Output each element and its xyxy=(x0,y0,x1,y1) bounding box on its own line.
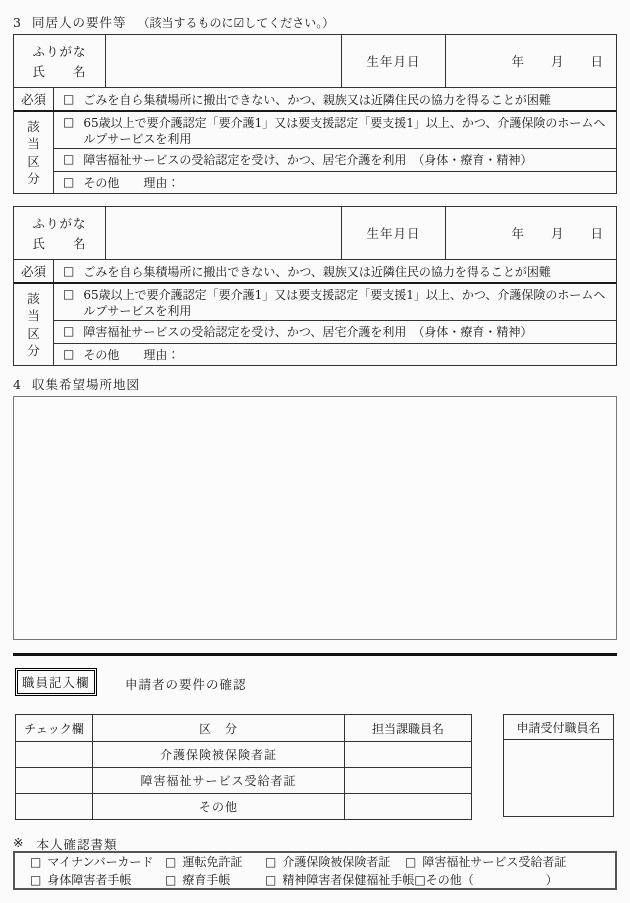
section4-number: 4 xyxy=(13,377,21,392)
category-option-text: その他 理由： xyxy=(83,176,180,190)
officer-name-cell[interactable] xyxy=(345,794,471,819)
table-row xyxy=(16,741,471,767)
identity-option-label: マイナンバーカード xyxy=(47,854,154,869)
staff-table-header-row xyxy=(16,715,471,741)
section-divider-rule xyxy=(13,653,617,656)
required-condition-text: ごみを自ら集積場所に搬出できない、かつ、親族又は近隣住民の協力を得ることが困難 xyxy=(83,264,551,279)
checkbox-other-document[interactable]: □ xyxy=(414,872,426,887)
checkbox-disability-service[interactable]: □ xyxy=(63,152,75,166)
identity-option-label: 運転免許証 xyxy=(182,854,243,869)
category-vertical-label xyxy=(14,284,54,365)
name-input-field[interactable] xyxy=(106,207,342,259)
required-row xyxy=(14,87,616,112)
checkbox-required[interactable]: □ xyxy=(63,92,75,106)
reception-officer-box xyxy=(503,714,614,817)
identity-documents-title: 本人確認書類 xyxy=(36,837,118,852)
category-char: 区 xyxy=(27,153,40,169)
checkbox-rehabilitation-book[interactable]: □ xyxy=(165,872,177,887)
section4-heading xyxy=(13,375,140,393)
identity-option-label: 身体障害者手帳 xyxy=(47,872,132,887)
checkbox-mental-health-book[interactable]: □ xyxy=(265,872,277,887)
checkbox-care-insurance-card[interactable]: □ xyxy=(265,854,277,869)
cohabitant-table-1 xyxy=(13,34,617,194)
category-char: 分 xyxy=(27,343,40,358)
category-char: 該 xyxy=(27,290,40,306)
checkbox-drivers-license[interactable]: □ xyxy=(165,854,177,869)
year-unit: 年 xyxy=(511,54,524,69)
name-label: 氏 名 xyxy=(32,63,87,79)
category-char: 分 xyxy=(27,171,40,186)
furigana-label: ふりがな xyxy=(32,43,87,59)
map-drawing-area[interactable] xyxy=(13,396,617,640)
row-category-label: その他 xyxy=(93,794,345,819)
staff-entry-box-label: 職員記入欄 xyxy=(15,668,97,696)
identity-option-label: 障害福祉サービス受給者証 xyxy=(422,854,567,869)
reception-officer-name-cell[interactable] xyxy=(504,740,613,816)
name-label: 氏 名 xyxy=(32,235,87,251)
check-cell[interactable] xyxy=(16,742,93,767)
name-row xyxy=(14,207,616,259)
category-char: 区 xyxy=(27,325,40,341)
category-block xyxy=(14,284,616,365)
row-category-label: 介護保険被保険者証 xyxy=(93,742,345,767)
check-cell[interactable] xyxy=(16,794,93,819)
checkbox-care-insurance[interactable]: □ xyxy=(63,115,75,129)
name-row xyxy=(14,35,616,87)
row-category-label: 障害福祉サービス受給者証 xyxy=(93,768,345,793)
checkbox-other[interactable]: □ xyxy=(63,347,75,361)
category-option-row xyxy=(54,320,616,343)
identity-row-2 xyxy=(30,872,615,888)
category-column-header: 区 分 xyxy=(93,715,345,741)
reference-mark: ※ xyxy=(13,835,25,850)
category-option-row xyxy=(54,112,616,148)
name-label-cell xyxy=(14,35,106,87)
checkbox-other[interactable]: □ xyxy=(63,175,75,189)
officer-column-header: 担当課職員名 xyxy=(371,721,444,736)
month-unit: 月 xyxy=(550,226,564,241)
section3-title: 同居人の要件等 xyxy=(31,15,127,30)
category-option-text: その他 理由： xyxy=(83,348,180,362)
required-condition-text: ごみを自ら集積場所に搬出できない、かつ、親族又は近隣住民の協力を得ることが困難 xyxy=(83,92,551,107)
checkbox-mynumber-card[interactable]: □ xyxy=(30,854,42,869)
cohabitant-table-2 xyxy=(13,206,617,366)
category-char: 該 xyxy=(27,118,40,134)
furigana-label: ふりがな xyxy=(32,215,87,231)
identity-documents-box xyxy=(13,851,617,890)
staff-confirmation-table xyxy=(15,714,472,820)
category-option-row xyxy=(54,343,616,365)
name-input-field[interactable] xyxy=(106,35,342,87)
birthdate-label: 生年月日 xyxy=(342,207,446,259)
identity-option-label: 精神障害者保健福祉手帳 xyxy=(282,872,415,887)
identity-option-label: その他（ ） xyxy=(425,872,558,887)
officer-name-cell[interactable] xyxy=(345,742,471,767)
checkbox-disability-service-card[interactable]: □ xyxy=(405,854,417,869)
checkbox-physical-disability-book[interactable]: □ xyxy=(30,872,42,887)
section3-instruction: （該当するものに☑してください。） xyxy=(137,16,335,30)
category-option-text: 障害福祉サービスの受給認定を受け、かつ、居宅介護を利用 （身体・療育・精神） xyxy=(83,325,533,339)
identity-option-label: 介護保険被保険者証 xyxy=(282,854,391,869)
category-option-text: 障害福祉サービスの受給認定を受け、かつ、居宅介護を利用 （身体・療育・精神） xyxy=(83,153,533,167)
section3-number: 3 xyxy=(13,15,21,30)
required-label: 必須 xyxy=(14,260,54,282)
category-char: 当 xyxy=(27,136,40,151)
year-unit: 年 xyxy=(511,226,524,241)
required-row xyxy=(14,259,616,284)
reception-officer-header: 申請受付職員名 xyxy=(504,715,613,740)
category-option-row xyxy=(54,148,616,171)
birthdate-input-field[interactable] xyxy=(446,35,616,87)
birthdate-label: 生年月日 xyxy=(342,35,446,87)
category-char: 当 xyxy=(27,308,40,323)
check-column-header: チェック欄 xyxy=(16,715,93,741)
officer-name-cell[interactable] xyxy=(345,768,471,793)
identity-option-label: 療育手帳 xyxy=(182,872,231,887)
table-row xyxy=(16,767,471,793)
category-option-text: 65歳以上で要介護認定「要介護1」又は要支援認定「要支援1」以上、かつ、介護保険のホームヘルプサービスを利用 xyxy=(83,116,606,146)
month-unit: 月 xyxy=(550,54,564,69)
category-block xyxy=(14,112,616,193)
checkbox-required[interactable]: □ xyxy=(63,264,75,278)
section4-title: 収集希望場所地図 xyxy=(31,377,140,392)
applicant-requirements-heading: 申請者の要件の確認 xyxy=(125,677,247,692)
table-row xyxy=(16,793,471,819)
checkbox-disability-service[interactable]: □ xyxy=(63,324,75,338)
identity-row-1 xyxy=(30,854,615,870)
day-unit: 日 xyxy=(590,226,603,241)
day-unit: 日 xyxy=(590,54,603,69)
checkbox-care-insurance[interactable]: □ xyxy=(63,287,75,301)
required-label: 必須 xyxy=(14,88,54,110)
category-option-row xyxy=(54,171,616,193)
category-option-text: 65歳以上で要介護認定「要介護1」又は要支援認定「要支援1」以上、かつ、介護保険のホームヘルプサービスを利用 xyxy=(83,288,606,318)
check-cell[interactable] xyxy=(16,768,93,793)
category-vertical-label xyxy=(14,112,54,193)
section3-heading xyxy=(13,13,334,31)
name-label-cell xyxy=(14,207,106,259)
category-option-row xyxy=(54,284,616,320)
birthdate-input-field[interactable] xyxy=(446,207,616,259)
